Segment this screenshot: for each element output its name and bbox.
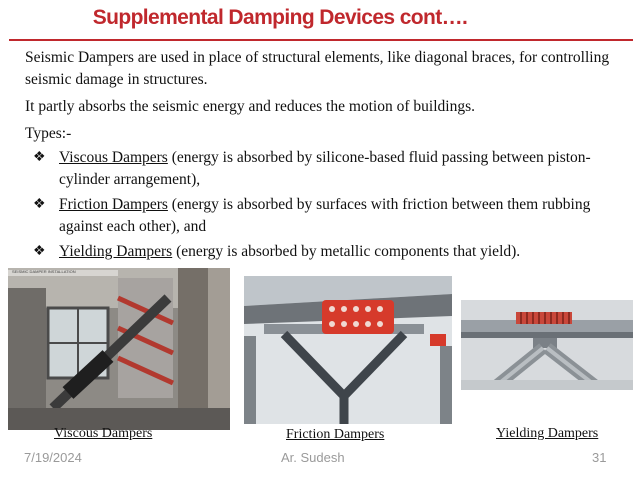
friction-damper-photo: [244, 276, 452, 424]
yielding-damper-photo: [461, 300, 633, 390]
bullet-term: Yielding Dampers: [59, 243, 173, 260]
caption-yielding: Yielding Dampers: [496, 426, 599, 441]
bullet-friction: [25, 194, 625, 238]
bullet-viscous: [25, 147, 625, 191]
viscous-damper-photo: [8, 268, 230, 430]
slide-body: [25, 47, 625, 266]
photo-small-caption: SEISMIC DAMPER INSTALLATION: [12, 269, 76, 274]
title-underline: [9, 39, 633, 41]
footer-page-number: 31: [592, 450, 607, 465]
footer-author: Ar. Sudesh: [281, 450, 345, 465]
bullet-term: Viscous Dampers: [59, 149, 168, 166]
diamond-bullet-icon: ❖: [33, 244, 46, 259]
caption-viscous: Viscous Dampers: [54, 426, 153, 441]
diamond-bullet-icon: ❖: [33, 197, 46, 212]
footer-date: 7/19/2024: [24, 450, 82, 465]
diamond-bullet-icon: ❖: [33, 150, 46, 165]
bullet-desc: (energy is absorbed by metallic components that yield).: [172, 243, 521, 260]
caption-friction: Friction Dampers: [286, 427, 385, 442]
paragraph-energy: It partly absorbs the seismic energy and reduces the motion of buildings.: [25, 98, 475, 115]
types-label: Types:-: [25, 125, 72, 142]
paragraph-intro: Seismic Dampers are used in place of structural elements, like diagonal braces, for controlling seismic damage in structures.: [25, 49, 610, 88]
slide-title: Supplemental Damping Devices cont….: [92, 6, 468, 29]
bullet-yielding: [25, 241, 625, 263]
bullet-desc: (energy is absorbed by surfaces with friction between them rubbing against each other), and: [59, 196, 591, 235]
bullet-term: Friction Dampers: [59, 196, 168, 213]
bullet-desc: (energy is absorbed by silicone-based fluid passing between piston-cylinder arrangement),: [59, 149, 591, 188]
